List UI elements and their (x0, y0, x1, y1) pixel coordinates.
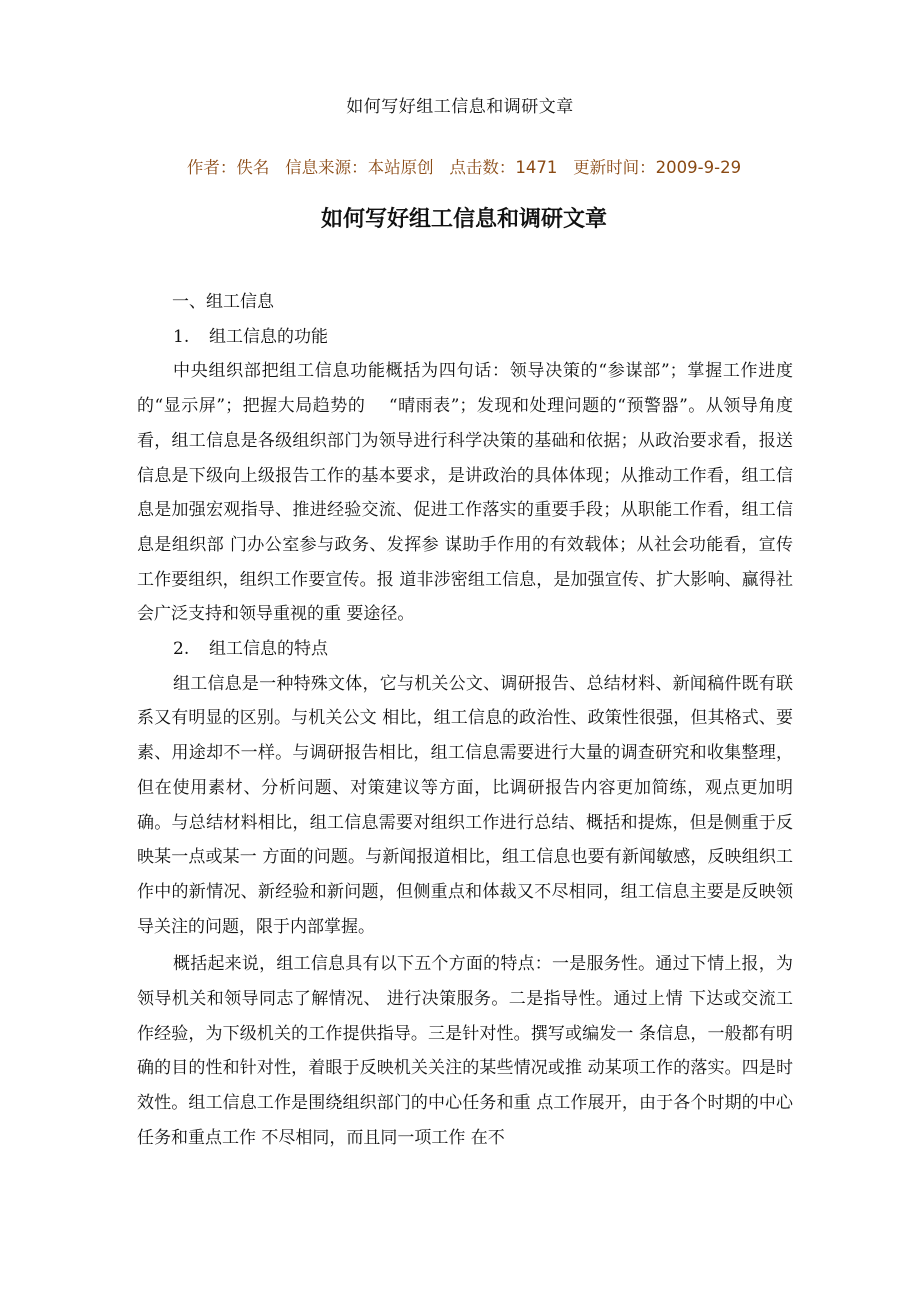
paragraph-summary: 概括起来说，组工信息具有以下五个方面的特点：一是服务性。通过下情上报，为领导机关和领导同志了解情况、 进行决策服务。二是指导性。通过上情 下达或交流工作经验，为下级机关的工作提供指导。三是针对性。撰写或编发一 条信息，一般都有明确的目的性和针对性，着眼于反映机关关注的某些情况或推 动某项工作的落实。四是时效性。组工信息工作是围绕组织部门的中心任务和重 点工作展开，由于各个时期的中心任务和重点工作 不尽相同，而且同一项工作 在不 (137, 954, 793, 1148)
subsection-heading-1 (137, 320, 793, 355)
subsection-number: 2. (173, 639, 190, 660)
article-title: 如何写好组工信息和调研文章 (320, 207, 607, 232)
document-top-title: 如何写好组工信息和调研文章 (346, 97, 574, 117)
meta-clicks: 点击数：1471 (449, 158, 558, 177)
subsection-title: 组工信息的特点 (209, 639, 328, 660)
section-heading: 一、组工信息 (172, 292, 274, 312)
article-body (137, 285, 793, 1156)
meta-author: 作者：佚名 (186, 158, 270, 177)
meta-updated: 更新时间：2009-9-29 (573, 158, 742, 177)
meta-source: 信息来源：本站原创 (285, 158, 434, 177)
subsection-title: 组工信息的功能 (209, 326, 328, 347)
paragraph-features: 组工信息是一种特殊文体，它与机关公文、调研报告、总结材料、新闻稿件既有联系又有明显的区别。与机关公文 相比，组工信息的政治性、政策性很强，但其格式、要素、用途却不一样。与调研报告相比，组工信息需要进行大量的调查研究和收集整理，但在使用素材、分析问题、对策建议等方面，比调研报告内容更加简练，观点更加明确。与总结材料相比，组工信息需要对组织工作进行总结、概括和提炼，但是侧重于反映某一点或某一 方面的问题。与新闻报道相比，组工信息也要有新闻敏感，反映组织工作中的新情况、新经验和新问题，但侧重点和体裁又不尽相同，组工信息主要是反映领导关注的问题，限于内部掌握。 (137, 673, 793, 937)
subsection-number: 1. (173, 326, 190, 347)
paragraph-functions: 中央组织部把组工信息功能概括为四句话：领导决策的“参谋部”；掌握工作进度的“显示屏”；把握大局趋势的 “晴雨表”；发现和处理问题的“预警器”。从领导角度看，组工信息是各级组织部门为领导进行科学决策的基础和依据；从政治要求看，报送信息是下级向上级报告工作的基本要求，是讲政治的具体体现；从推动工作看，组工信息是加强宏观指导、推进经验交流、促进工作落实的重要手段；从职能工作看，组工信息是组织部 门办公室参与政务、发挥参 谋助手作用的有效载体；从社会功能看，宣传工作要组织，组织工作要宣传。报 道非涉密组工信息，是加强宣传、扩大影响、赢得社会广泛支持和领导重视的重 要途径。 (137, 361, 793, 625)
subsection-heading-2 (137, 632, 793, 667)
article-meta (0, 154, 920, 178)
